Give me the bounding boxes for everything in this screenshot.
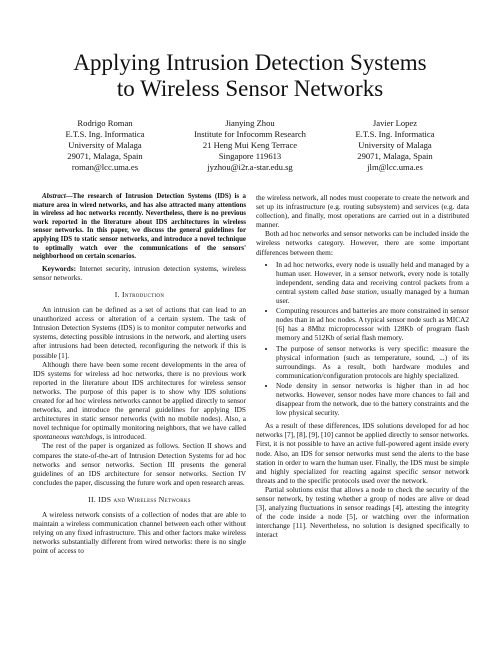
abstract-text: —The research of Intrusion Detection Systems (IDS) is a mature area in wired networks, and has also attracted many attentions in wireless ad hoc networks recently. Nevertheless, there is no previous work reported in the literature about IDS architectures in wireless sensor networks. In this paper, we discuss the general guidelines for applying IDS to static sensor networks, and introduce a novel technique to optimally watch over the communications of the sensors' neighborhood on certain scenarios. xyxy=(33,193,246,261)
author-email: jlm@lcc.uma.es xyxy=(367,162,423,172)
author-affiliation: E.T.S. Ing. Informatica xyxy=(65,129,145,139)
author-3 xyxy=(325,118,465,173)
author-block xyxy=(35,118,465,173)
body-paragraph: Although there have been some recent developments in the area of IDS systems for wireless ad hoc networks, there is no previous work reported in the literature about IDS architectures for wireless sensor networks. The purpose of this paper is to show why IDS solutions created for ad hoc wireless networks cannot be applied directly to sensor networks, and introduce the general guidelines for applying IDS architectures in static sensor networks (with no mobile nodes). Also, a novel technique for optimally monitoring neighbors, that we have called spontaneous watchdogs, is introduced. xyxy=(33,359,246,442)
right-column xyxy=(256,193,469,539)
list-item: • Node density in sensor networks is higher than in ad hoc networks. However, sensor nodes have more chances to fail and disappear from the network, due to the battery constraints and the low physical security. xyxy=(276,381,469,417)
author-2 xyxy=(175,118,325,173)
keywords xyxy=(33,264,246,282)
keywords-text: Internet security, intrusion detection systems, wireless sensor networks. xyxy=(33,263,246,282)
author-name: Jianying Zhou xyxy=(225,118,275,128)
title-line-1: Applying Intrusion Detection Systems xyxy=(73,50,427,75)
author-affiliation: University of Malaga xyxy=(358,140,432,150)
author-name: Javier Lopez xyxy=(372,118,418,128)
author-email: jyzhou@i2r.a-star.edu.sg xyxy=(207,162,293,172)
author-email: roman@lcc.uma.es xyxy=(71,162,139,172)
body-paragraph: As a result of these differences, IDS solutions developed for ad hoc networks [7], [8], [9], [10] cannot be applied directly to sensor networks. First, it is not possible to have an active full-powered agent inside every node. Also, an IDS for sensor networks must send the alerts to the base station in order to warn the human user. Finally, the IDS must be simple and highly specialized for reacting against specific sensor network threats and to the specific protocols used over the network. xyxy=(256,421,469,485)
differences-list xyxy=(256,260,469,418)
abstract xyxy=(33,193,246,262)
author-address: Singapore 119613 xyxy=(218,151,282,161)
emphasis-term: base station xyxy=(341,286,377,296)
body-paragraph: the wireless network, all nodes must cooperate to create the network and set up its infrastructure (e.g. routing subsystem) and services (e.g. data collection), and finally, most operations are carried out in a distributed manner. xyxy=(256,193,469,230)
section-heading-ids-wireless: II. IDS and Wireless Networks xyxy=(88,494,191,504)
author-affiliation: E.T.S. Ing. Informatica xyxy=(355,129,435,139)
author-1 xyxy=(35,118,175,173)
paper-title xyxy=(0,50,500,102)
section-heading-introduction: I. Introduction xyxy=(114,289,165,299)
author-address: 29071, Malaga, Spain xyxy=(67,151,143,161)
author-affiliation: Institute for Infocomm Research xyxy=(194,129,306,139)
keywords-label: Keywords: xyxy=(42,263,77,273)
body-paragraph: The rest of the paper is organized as follows. Section II shows and compares the state-of-the-art of Intrusion Detection Systems for ad hoc networks and sensor networks. Section III presents the general guidelines of an IDS architecture for sensor networks. Section IV concludes the paper, discussing the future work and open research areas. xyxy=(33,441,246,487)
author-name: Rodrigo Roman xyxy=(77,118,133,128)
abstract-label: Abstract xyxy=(42,193,66,200)
list-item: • In ad hoc networks, every node is usually held and managed by a human user. However, in a sensor network, every node is totally independent, sending data and receiving control packets from a central system called base station, usually managed by a human user. xyxy=(276,260,469,305)
left-column xyxy=(33,193,246,555)
body-paragraph: An intrusion can be defined as a set of actions that can lead to an unauthorized access or alteration of a certain system. The task of Intrusion Detection Systems (IDS) is to monitor computer networks and systems, detecting possible intrusions in the network, and alerting users after intrusions had been detected, reconfiguring the network if this is possible [1]. xyxy=(33,305,246,360)
body-paragraph: A wireless network consists of a collection of nodes that are able to maintain a wireless communication channel between each other without relying on any fixed infrastructure. This and other factors make wireless networks substantially different from wired networks: there is no single point of access to xyxy=(33,510,246,556)
author-affiliation: University of Malaga xyxy=(68,140,142,150)
list-item: • The purpose of sensor networks is very specific: measure the physical information (such as temperature, sound, ...) of its surroundings. As a result, both hardware modules and communication/configuration protocols are highly specialized. xyxy=(276,344,469,380)
emphasis-term: spontaneous watchdogs xyxy=(33,432,103,442)
body-paragraph: Partial solutions exist that allows a node to check the security of the sensor network, by testing whether a group of nodes are alive or dead [3], analyzing fluctuations in sensor readings [4], attesting the integrity of the code inside a node [5], or watching over the information interchange [11]. Nevertheless, no solution is designed specifically to interact xyxy=(256,484,469,540)
body-paragraph: Both ad hoc networks and sensor networks can be included inside the wireless networks category. However, there are some important differences between them: xyxy=(256,229,469,257)
author-affiliation: 21 Heng Mui Keng Terrace xyxy=(202,140,298,150)
list-item: • Computing resources and batteries are more constrained in sensor nodes than in ad hoc nodes. A typical sensor node such as MICA2 [6] has a 8Mhz microprocessor with 128Kb of program flash memory and 512Kb of serial flash memory. xyxy=(276,306,469,342)
author-address: 29071, Malaga, Spain xyxy=(357,151,433,161)
title-line-2: to Wireless Sensor Networks xyxy=(116,76,384,101)
